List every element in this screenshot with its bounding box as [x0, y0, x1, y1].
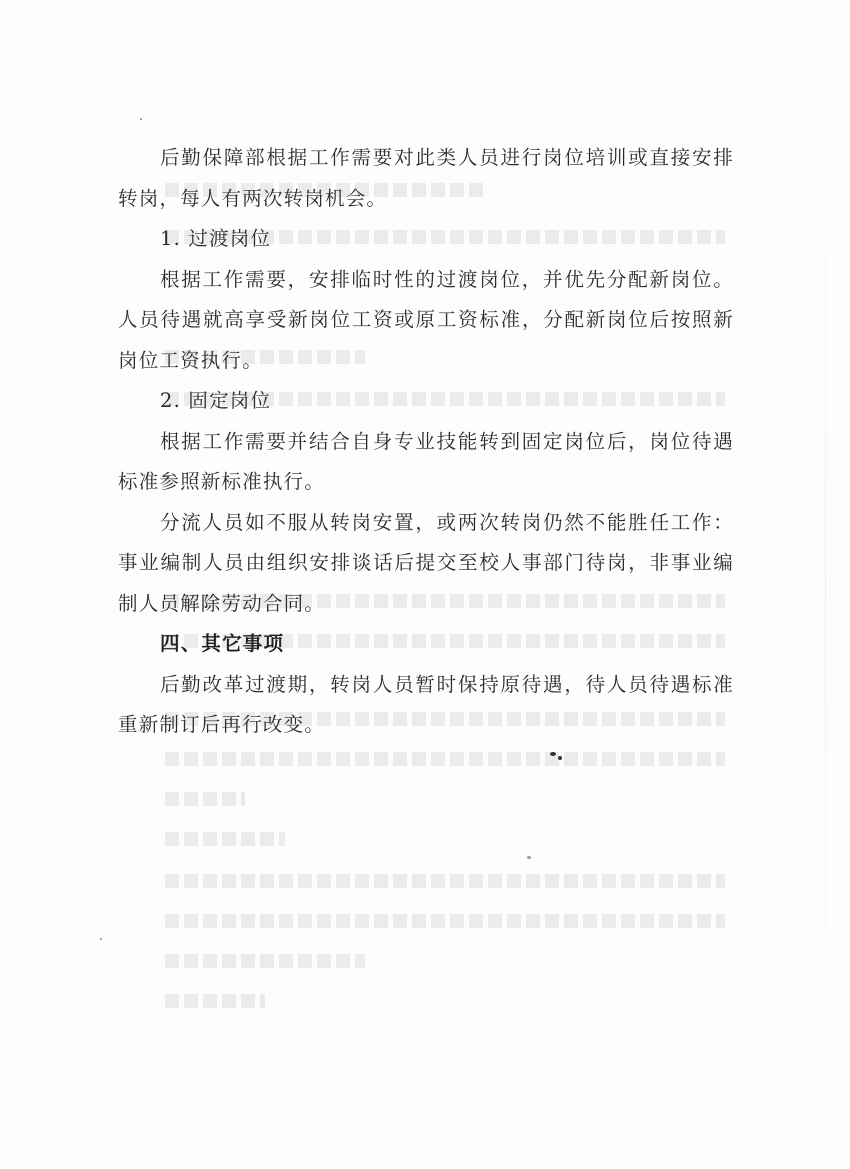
subheading-transitional-post: 1. 过渡岗位	[160, 227, 272, 250]
scan-speck	[558, 756, 562, 760]
bleed-through-mark	[165, 792, 245, 806]
subheading-fixed-post: 2. 固定岗位	[160, 389, 272, 412]
paragraph-transition-period: 后勤改革过渡期，转岗人员暂时保持原待遇，待人员待遇标准重新制订后再行改变。	[118, 672, 734, 736]
paragraph-transitional-post: 根据工作需要，安排临时性的过渡岗位，并优先分配新岗位。人员待遇就高享受新岗位工资或原工资标准，分配新岗位后按照新岗位工资执行。	[118, 267, 734, 372]
section-heading-other-matters: 四、其它事项	[160, 632, 285, 655]
scan-edge-shadow	[825, 40, 826, 1140]
paragraph-non-compliance: 分流人员如不服从转岗安置，或两次转岗仍然不能胜任工作：事业编制人员由组织安排谈话后提交至校人事部门待岗，非事业编制人员解除劳动合同。	[118, 510, 734, 615]
paragraph-reassignment-intro: 后勤保障部根据工作需要对此类人员进行岗位培训或直接安排转岗，每人有两次转岗机会。	[118, 146, 734, 210]
scan-speck	[550, 752, 556, 756]
bleed-through-mark	[165, 832, 285, 846]
bleed-through-mark	[165, 874, 725, 888]
scan-speck	[527, 856, 531, 859]
document-body	[118, 138, 734, 746]
scan-speck	[140, 118, 142, 120]
bleed-through-mark	[165, 752, 725, 766]
bleed-through-mark	[165, 994, 265, 1008]
scan-speck	[100, 938, 102, 940]
paragraph-fixed-post: 根据工作需要并结合自身专业技能转到固定岗位后，岗位待遇标准参照新标准执行。	[118, 429, 734, 493]
bleed-through-mark	[165, 954, 365, 968]
bleed-through-mark	[165, 914, 725, 928]
